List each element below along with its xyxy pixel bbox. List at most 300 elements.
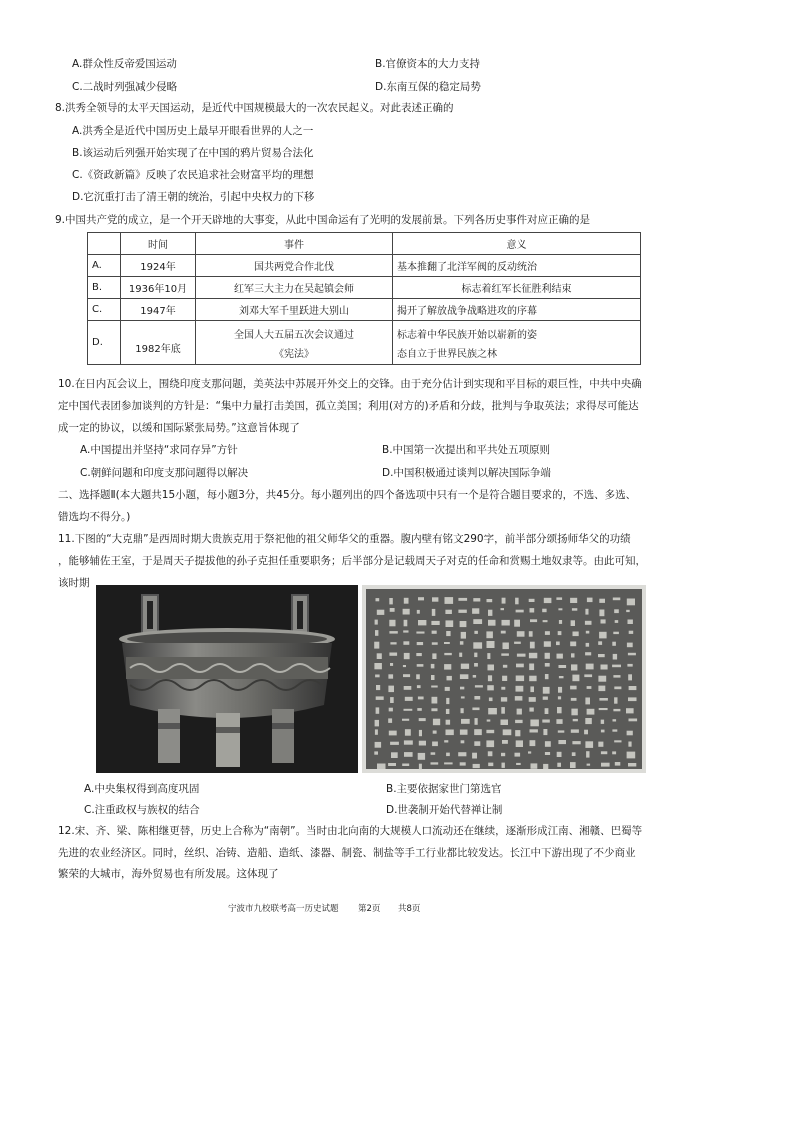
inscription-glyph-mark [612,751,616,754]
inscription-glyph-mark [374,751,378,754]
inscription-glyph-mark [515,720,523,723]
inscription-glyph-mark [517,654,526,657]
inscription-glyph-mark [530,729,538,732]
inscription-glyph-mark [374,642,379,649]
inscription-glyph-mark [628,620,633,625]
inscription-glyph-mark [433,731,437,734]
q10-option-d: D.中国积极通过谈判以解决国际争端 [382,467,551,479]
inscription-glyph-mark [375,620,378,625]
inscription-glyph-mark [460,641,464,645]
inscription-glyph-mark [444,642,450,644]
inscription-glyph-mark [376,696,384,700]
inscription-glyph-mark [403,641,409,645]
inscription-glyph-mark [572,675,579,682]
inscription-glyph-mark [472,753,477,759]
inscription-glyph-mark [601,763,610,767]
inscription-glyph-mark [461,708,464,713]
inscription-glyph-mark [446,720,451,725]
inscription-glyph-mark [389,731,397,736]
inscription-glyph-mark [460,687,464,690]
inscription-glyph-mark [614,697,617,703]
inscription-glyph-mark [601,619,606,623]
inscription-glyph-mark [445,610,452,614]
inscription-glyph-mark [514,642,521,644]
inscription-glyph-mark [444,653,452,655]
inscription-glyph-mark [628,697,637,701]
inscription-glyph-mark [542,720,550,723]
inscription-glyph-mark [558,696,561,699]
inscription-glyph-mark [556,642,560,646]
inscription-glyph-mark [586,643,590,647]
inscription-glyph-mark [389,631,397,634]
inscription-glyph-mark [489,698,493,702]
q9-row-significance-line2: 态自立于世界民族之林 [397,348,497,360]
inscription-glyph-mark [402,764,409,767]
inscription-glyph-mark [572,741,580,744]
inscription-glyph-mark [461,740,465,743]
inscription-glyph-mark [404,686,412,690]
inscription-glyph-mark [389,620,395,627]
inscription-glyph-mark [514,620,520,627]
inscription-glyph-mark [542,609,546,613]
footer-page: 第2页 [358,904,381,914]
inscription-glyph-mark [627,664,632,667]
table-row [88,277,641,299]
inscription-glyph-mark [460,674,469,679]
inscription-glyph-mark [376,598,380,601]
inscription-glyph-mark [377,653,382,659]
q9-row-time: 1924年 [121,255,196,277]
inscription-glyph-mark [613,654,617,660]
inscription-glyph-mark [417,685,421,688]
inscription-glyph-mark [571,709,577,716]
inscription-glyph-mark [388,686,394,693]
inscription-glyph-mark [432,631,437,634]
inscription-glyph-mark [557,707,562,713]
inscription-glyph-mark [488,763,493,767]
inscription-glyph-mark [599,632,607,639]
q7-option-a: A.群众性反帝爱国运动 [72,58,177,70]
inscription-glyph-mark [389,708,393,712]
inscription-glyph-mark [418,597,424,600]
q12-line1: 12.宋、齐、梁、陈相继更替，历史上合称为“南朝”。当时由北向南的大规模人口流动还在继续，逐渐形成江南、湘赣、巴蜀等 [58,825,643,837]
inscription-glyph-mark [531,763,538,768]
ding-photo [96,585,358,773]
inscription-glyph-mark [543,697,548,700]
inscription-glyph-mark [461,696,465,698]
inscription-glyph-mark [529,676,536,682]
inscription-glyph-mark [502,763,505,768]
inscription-glyph-mark [486,740,494,747]
inscription-glyph-mark [515,696,523,701]
footer-title: 宁波市九校联考高一历史试题 [228,904,339,914]
q9-row-letter: A. [88,255,121,277]
inscription-glyph-mark [628,742,631,747]
q11-line2: ，能够辅佐王室，于是周天子提拔他的孙子克担任重要职务；后半部分是记载周天子对克的任命和赏赐土地奴隶等。由此可知， [58,555,646,567]
inscription-glyph-mark [403,665,406,667]
q10-line3: 成一定的协议，以缓和国际紧张局势。”这意旨体现了 [58,422,300,434]
q9-row-event: 红军三大主力在吴起镇会师 [196,277,393,299]
q11-option-b: B.主要依据家世门第选官 [386,783,502,795]
inscription-glyph-mark [557,654,563,659]
q9-row-event-cell [196,321,393,365]
inscription-glyph-mark [390,663,393,666]
inscription-glyph-mark [458,598,467,601]
inscription-glyph-mark [571,729,579,732]
inscription-glyph-mark [461,664,469,669]
inscription-glyph-mark [628,674,632,680]
q7-option-d: D.东南互保的稳定局势 [375,81,481,93]
inscription-glyph-mark [461,719,470,724]
inscription-glyph-mark [529,664,534,671]
q11-option-c: C.注重政权与族权的结合 [84,804,200,816]
inscription-glyph-mark [432,597,438,601]
inscription-glyph-mark [390,742,399,745]
inscription-glyph-mark [516,740,523,747]
inscription-glyph-mark [558,730,565,732]
inscription-glyph-mark [419,718,426,721]
inscription-glyph-mark [374,663,382,669]
inscription-glyph-mark [416,653,422,656]
inscription-glyph-mark [626,708,634,713]
inscription-glyph-mark [404,620,408,627]
inscription-glyph-mark [517,709,522,715]
inscription-glyph-mark [375,729,378,734]
inscription-glyph-mark [586,751,589,757]
inscription-rubbing-illustration [362,585,646,773]
inscription-glyph-mark [390,608,395,612]
inscription-glyph-mark [418,620,426,625]
inscription-glyph-mark [375,675,380,678]
inscription-glyph-mark [502,740,508,744]
inscription-glyph-mark [488,675,492,681]
inscription-glyph-mark [376,707,380,713]
inscription-glyph-mark [503,643,509,650]
inscription-glyph-mark [433,719,440,726]
inscription-glyph-mark [613,709,620,711]
inscription-glyph-mark [528,751,531,753]
q9-table [87,232,641,365]
inscription-glyph-mark [543,620,548,622]
inscription-glyph-mark [556,719,562,724]
inscription-glyph-mark [475,685,483,687]
inscription-glyph-mark [516,676,524,682]
inscription-glyph-mark [571,620,575,626]
inscription-glyph-mark [598,686,605,692]
inscription-glyph-mark [404,709,413,711]
inscription-glyph-mark [446,753,450,757]
inscription-glyph-mark [571,664,577,670]
inscription-glyph-mark [615,762,621,766]
inscription-glyph-mark [530,740,536,746]
inscription-glyph-mark [558,631,562,635]
inscription-glyph-mark [431,621,439,625]
inscription-glyph-mark [614,687,621,690]
inscription-glyph-mark [431,675,435,680]
inscription-glyph-mark [419,741,426,746]
inscription-glyph-mark [473,675,476,678]
inscription-glyph-mark [418,753,425,760]
inscription-glyph-mark [461,632,466,639]
inscription-glyph-mark [486,730,494,733]
inscription-glyph-mark [557,763,561,767]
inscription-glyph-mark [585,698,590,705]
q8-option-b: B.该运动后列强开始实现了在中国的鸦片贸易合法化 [72,147,314,159]
table-row [88,255,641,277]
inscription-glyph-mark [445,597,454,604]
inscription-glyph-mark [390,642,396,644]
inscription-glyph-mark [402,719,409,721]
inscription-glyph-mark [391,752,398,758]
inscription-glyph-mark [612,729,617,731]
inscription-glyph-mark [419,730,422,736]
q9-row-significance: 标志着中华民族开始以崭新的姿 [397,329,537,341]
inscription-glyph-mark [388,718,392,723]
inscription-glyph-mark [585,741,593,748]
q11-option-d: D.世袭制开始代替禅让制 [386,804,503,816]
inscription-glyph-mark [403,674,410,677]
inscription-glyph-mark [598,742,603,747]
inscription-glyph-mark [629,631,634,634]
inscription-glyph-mark [530,608,535,612]
inscription-glyph-mark [503,665,507,668]
inscription-glyph-mark [474,663,478,667]
q9-row-event: 刘邓大军千里跃进大别山 [196,299,393,321]
inscription-glyph-mark [376,685,380,690]
inscription-glyph-mark [488,708,497,714]
inscription-glyph-mark [472,608,479,614]
inscription-glyph-mark [416,632,424,634]
q9-header-event: 事件 [196,233,393,255]
inscription-glyph-mark [501,720,509,726]
inscription-glyph-mark [584,674,592,677]
inscription-glyph-mark [502,620,510,626]
q12-line2: 先进的农业经济区。同时，丝织、冶铸、造船、造纸、漆器、制瓷、制盐等手工行业都比较发达。长江中下游出现了不少商业 [58,847,636,859]
inscription-glyph-mark [614,740,621,742]
inscription-glyph-mark [515,598,519,605]
inscription-glyph-mark [460,762,466,765]
inscription-glyph-mark [530,642,535,649]
inscription-glyph-mark [587,686,592,689]
inscription-glyph-mark [614,609,619,613]
inscription-glyph-mark [627,643,633,648]
q11-option-a: A.中央集权得到高度巩固 [84,783,200,795]
inscription-glyph-mark [613,675,620,678]
inscription-glyph-mark [585,609,588,615]
inscription-glyph-mark [474,741,480,746]
q10-option-b: B.中国第一次提出和平共处五项原则 [382,444,551,456]
inscription-glyph-mark [587,709,595,715]
q8-option-a: A.洪秀全是近代中国历史上最早开眼看世界的人之一 [72,125,314,137]
inscription-glyph-mark [612,665,621,668]
inscription-glyph-mark [404,752,413,757]
inscription-glyph-mark [473,598,480,601]
inscription-glyph-mark [501,697,507,701]
inscription-glyph-mark [584,730,588,735]
inscription-glyph-mark [417,642,423,645]
inscription-glyph-mark [615,620,619,623]
inscription-glyph-mark [388,674,393,678]
inscription-glyph-mark [599,708,608,710]
inscription-glyph-mark [529,631,533,637]
q9-row-significance: 标志着红军长征胜利结束 [393,277,641,299]
inscription-glyph-mark [626,610,630,612]
inscription-glyph-mark [570,642,576,647]
inscription-glyph-mark [586,664,594,670]
inscription-glyph-mark [419,764,422,770]
inscription-glyph-mark [601,751,607,754]
inscription-glyph-mark [418,697,424,700]
inscription-glyph-mark [444,762,453,764]
q9-row-letter: C. [88,299,121,321]
inscription-glyph-mark [377,764,386,770]
inscription-glyph-mark [529,708,533,712]
inscription-glyph-mark [515,753,521,757]
inscription-glyph-mark [543,729,547,735]
q9-row-event: 国共两党合作北伐 [196,255,393,277]
inscription-glyph-mark [543,764,548,770]
inscription-glyph-mark [585,718,592,724]
inscription-glyph-mark [488,751,493,756]
inscription-glyph-mark [598,641,602,645]
table-row [88,299,641,321]
inscription-glyph-mark [459,653,462,657]
inscription-glyph-mark [403,609,410,615]
inscription-glyph-mark [587,598,593,603]
inscription-glyph-mark [416,674,420,679]
inscription-rubbing-photo [362,585,646,773]
inscription-glyph-mark [446,631,450,636]
inscription-glyph-mark [599,698,608,701]
q9-row-letter: D. [88,321,121,365]
inscription-glyph-mark [503,729,512,735]
inscription-glyph-mark [585,621,592,625]
q7-option-c: C.二战时列强减少侵略 [72,81,178,93]
inscription-glyph-mark [431,762,439,764]
inscription-glyph-mark [417,610,420,614]
inscription-glyph-mark [545,708,549,714]
inscription-glyph-mark [404,598,409,604]
inscription-glyph-mark [474,696,480,700]
inscription-glyph-mark [613,632,619,634]
inscription-glyph-mark [530,720,539,727]
q7-option-b: B.官僚资本的大力支持 [375,58,481,70]
inscription-glyph-mark [627,731,633,736]
inscription-glyph-mark [571,653,575,657]
inscription-glyph-mark [558,608,562,610]
inscription-glyph-mark [599,599,605,603]
q9-stem: 9.中国共产党的成立，是一个开天辟地的大事变，从此中国命运有了光明的发展前景。下列各历史事件对应正确的是 [55,214,591,226]
inscription-glyph-mark [544,598,552,603]
inscription-glyph-mark [558,687,562,693]
inscription-glyph-mark [432,742,438,747]
inscription-glyph-mark [559,620,562,624]
inscription-glyph-mark [473,619,482,624]
inscription-glyph-mark [572,752,576,756]
inscription-glyph-mark [501,653,509,655]
q12-line3: 繁荣的大城市，海外贸易也有所发展。这体现了 [58,868,279,880]
inscription-glyph-mark [446,698,449,704]
inscription-glyph-mark [573,719,578,721]
inscription-glyph-mark [544,641,551,647]
inscription-glyph-mark [629,686,637,690]
inscription-glyph-mark [458,610,466,613]
inscription-glyph-mark [587,764,591,766]
inscription-glyph-mark [545,653,550,659]
inscription-glyph-mark [598,676,606,682]
inscription-glyph-mark [585,652,591,655]
inscription-glyph-mark [501,707,505,714]
inscription-glyph-mark [543,687,550,694]
table-row [88,321,641,365]
inscription-glyph-mark [559,676,564,678]
inscription-glyph-mark [446,709,450,714]
inscription-glyph-mark [488,665,495,671]
inscription-glyph-mark [444,664,451,670]
inscription-glyph-mark [375,630,378,636]
inscription-glyph-mark [475,718,478,725]
inscription-glyph-mark [488,620,496,626]
inscription-glyph-mark [473,764,480,768]
inscription-glyph-mark [572,608,577,611]
inscription-glyph-mark [458,752,466,756]
inscription-glyph-mark [488,610,492,616]
footer-total: 共8页 [398,904,421,914]
inscription-glyph-mark [516,686,524,692]
q9-row-event-line2: 《宪法》 [274,348,314,360]
inscription-glyph-mark [573,632,579,637]
q9-header-significance: 意义 [393,233,641,255]
inscription-glyph-mark [473,642,482,648]
inscription-glyph-mark [377,610,385,615]
inscription-glyph-mark [545,741,551,747]
q10-line2: 定中国代表团参加谈判的方针是：“集中力量打击美国，孤立美国；利用(对方的)矛盾和分歧，批判与争取英法；求得尽可能达 [58,400,639,412]
inscription-glyph-mark [627,599,635,606]
q9-row-time: 1947年 [121,299,196,321]
q9-header-time: 时间 [121,233,196,255]
inscription-glyph-mark [559,665,567,668]
inscription-glyph-mark [598,654,605,657]
inscription-glyph-mark [431,664,435,669]
inscription-glyph-mark [388,763,396,766]
inscription-glyph-mark [487,641,495,648]
inscription-glyph-mark [558,740,566,744]
inscription-glyph-mark [629,719,638,722]
inscription-glyph-mark [599,610,604,617]
inscription-glyph-mark [389,598,393,604]
inscription-glyph-mark [460,730,468,735]
inscription-glyph-mark [487,653,490,659]
inscription-glyph-mark [571,698,577,701]
inscription-glyph-mark [601,730,605,733]
inscription-glyph-mark [447,676,452,681]
inscription-glyph-mark [557,752,562,757]
inscription-glyph-mark [601,720,604,724]
inscription-glyph-mark [502,676,507,681]
inscription-glyph-mark [570,762,576,768]
q9-header-blank [88,233,121,255]
q9-row-event: 全国人大五届五次会议通过 [234,329,354,341]
inscription-glyph-mark [501,687,505,690]
inscription-glyph-mark [486,631,493,638]
inscription-glyph-mark [501,608,505,610]
inscription-glyph-mark [517,631,525,637]
q10-option-a: A.中国提出并坚持“求同存异”方针 [80,444,238,456]
section2-line2: 错选均不得分。) [58,511,131,523]
inscription-glyph-mark [460,621,467,627]
q9-row-time: 1936年10月 [121,277,196,299]
inscription-glyph-mark [474,631,478,634]
